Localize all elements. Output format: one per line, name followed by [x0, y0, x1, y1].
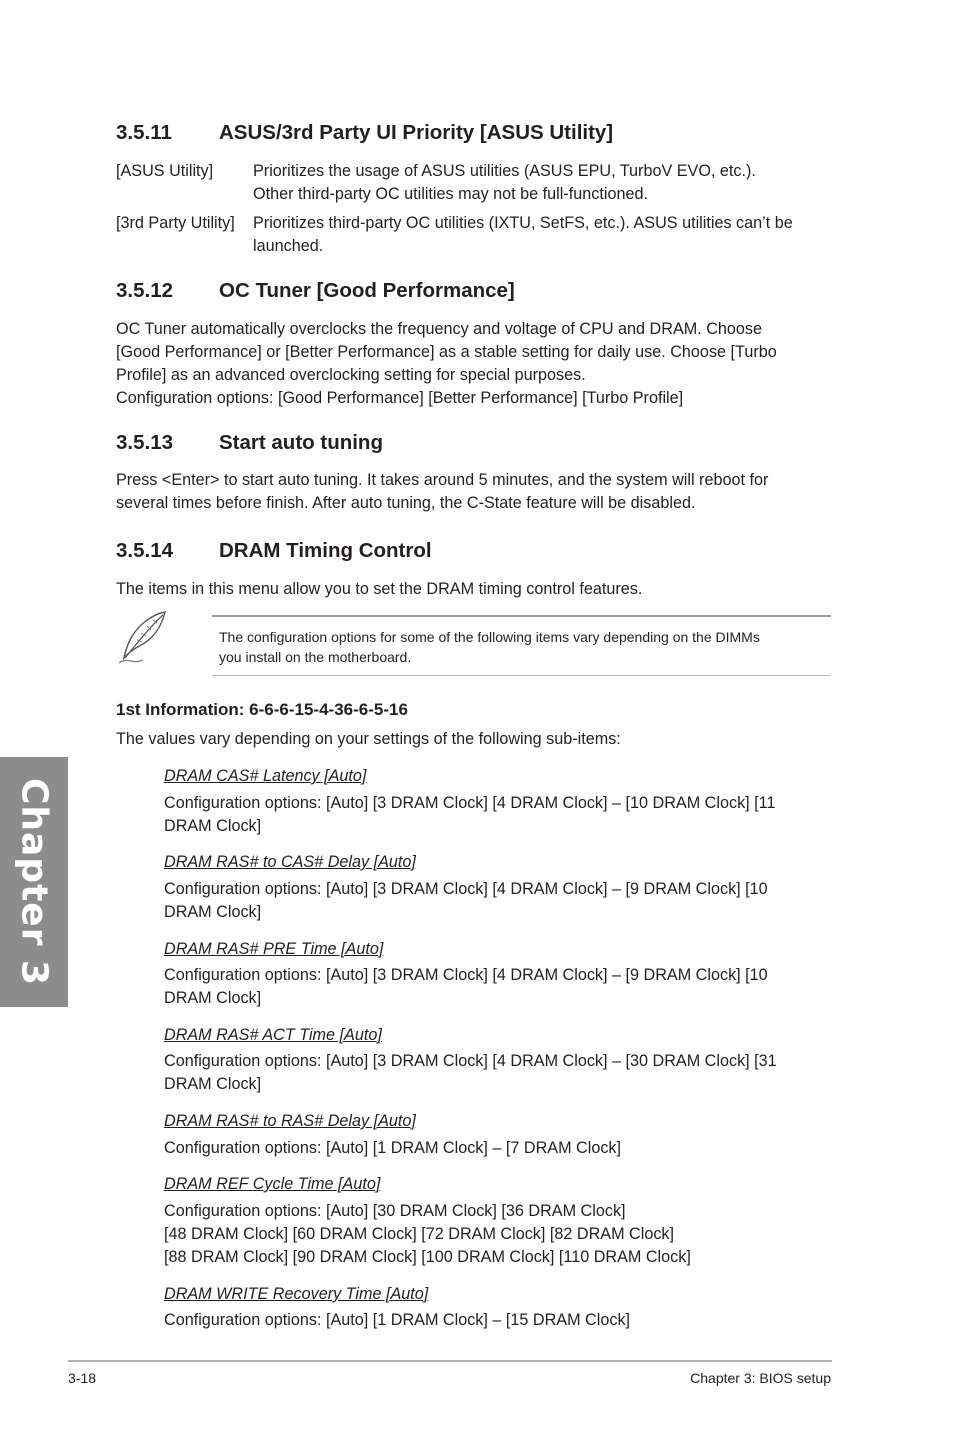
section-number: 3.5.11: [116, 121, 172, 144]
footer-rule: [68, 1360, 832, 1362]
subitem-title: DRAM REF Cycle Time [Auto]: [164, 1175, 381, 1193]
subitem-title: DRAM RAS# PRE Time [Auto]: [164, 940, 384, 958]
definition-line: Prioritizes third-party OC utilities (IXTU, SetFS, etc.). ASUS utilities can’t be: [253, 214, 793, 232]
definition-line: launched.: [253, 237, 324, 255]
subitem-line: Configuration options: [Auto] [3 DRAM Clock] [4 DRAM Clock] – [10 DRAM Clock] [11: [164, 794, 776, 812]
section-heading-3-5-12: [116, 279, 515, 303]
subitem-line: DRAM Clock]: [164, 817, 262, 835]
body-line: Press <Enter> to start auto tuning. It takes around 5 minutes, and the system will reboot for: [116, 471, 769, 489]
subitem-line: Configuration options: [Auto] [1 DRAM Clock] – [15 DRAM Clock]: [164, 1311, 631, 1329]
subitem-line: Configuration options: [Auto] [3 DRAM Clock] [4 DRAM Clock] – [9 DRAM Clock] [10: [164, 880, 768, 898]
body-line: Profile] as an advanced overclocking setting for special purposes.: [116, 366, 586, 384]
section-title: Start auto tuning: [219, 431, 383, 454]
definition-term: [ASUS Utility]: [116, 162, 214, 180]
section-number: 3.5.13: [116, 431, 173, 454]
subitem-line: Configuration options: [Auto] [3 DRAM Clock] [4 DRAM Clock] – [9 DRAM Clock] [10: [164, 966, 768, 984]
subitem-title: DRAM RAS# ACT Time [Auto]: [164, 1026, 382, 1044]
subitem-line: [88 DRAM Clock] [90 DRAM Clock] [100 DRAM Clock] [110 DRAM Clock]: [164, 1248, 691, 1266]
definition-line: Prioritizes the usage of ASUS utilities (ASUS EPU, TurboV EVO, etc.).: [253, 162, 756, 180]
note-bottom-rule: [212, 675, 831, 676]
subitem-line: Configuration options: [Auto] [30 DRAM Clock] [36 DRAM Clock]: [164, 1202, 626, 1220]
note-line: The configuration options for some of the following items vary depending on the DIMMs: [219, 629, 760, 645]
section-heading-3-5-13: [116, 431, 383, 455]
body-line: The items in this menu allow you to set the DRAM timing control features.: [116, 580, 643, 598]
footer-chapter-title: Chapter 3: BIOS setup: [690, 1370, 831, 1386]
info-heading: 1st Information: 6-6-6-15-4-36-6-5-16: [116, 700, 408, 719]
definition-term: [3rd Party Utility]: [116, 214, 235, 232]
subitem-line: Configuration options: [Auto] [3 DRAM Clock] [4 DRAM Clock] – [30 DRAM Clock] [31: [164, 1052, 777, 1070]
section-title: DRAM Timing Control: [219, 539, 432, 562]
note-line: you install on the motherboard.: [219, 649, 412, 665]
subitem-title: DRAM WRITE Recovery Time [Auto]: [164, 1285, 429, 1303]
feather-pen-icon: [113, 608, 173, 666]
section-title: OC Tuner [Good Performance]: [219, 279, 515, 302]
subitem-line: DRAM Clock]: [164, 989, 262, 1007]
subitem-line: [48 DRAM Clock] [60 DRAM Clock] [72 DRAM Clock] [82 DRAM Clock]: [164, 1225, 675, 1243]
subitem-line: DRAM Clock]: [164, 903, 262, 921]
definition-line: Other third-party OC utilities may not be full-functioned.: [253, 185, 648, 203]
chapter-side-tab-label: Chapter 3: [13, 777, 55, 987]
section-heading-3-5-14: [116, 539, 432, 563]
subitem-title: DRAM RAS# to RAS# Delay [Auto]: [164, 1112, 416, 1130]
section-title: ASUS/3rd Party UI Priority [ASUS Utility]: [219, 121, 614, 144]
body-line: [Good Performance] or [Better Performance] as a stable setting for daily use. Choose [Turbo: [116, 343, 777, 361]
info-text: The values vary depending on your settings of the following sub-items:: [116, 730, 621, 748]
section-heading-3-5-11: [116, 121, 613, 145]
subitem-line: DRAM Clock]: [164, 1075, 262, 1093]
subitem-line: Configuration options: [Auto] [1 DRAM Clock] – [7 DRAM Clock]: [164, 1139, 622, 1157]
body-line: Configuration options: [Good Performance] [Better Performance] [Turbo Profile]: [116, 389, 684, 407]
section-number: 3.5.12: [116, 279, 173, 302]
body-line: several times before finish. After auto tuning, the C-State feature will be disabled.: [116, 494, 696, 512]
footer-page-number: 3-18: [68, 1370, 97, 1386]
subitem-title: DRAM RAS# to CAS# Delay [Auto]: [164, 853, 416, 871]
body-line: OC Tuner automatically overclocks the frequency and voltage of CPU and DRAM. Choose: [116, 320, 763, 338]
section-number: 3.5.14: [116, 539, 173, 562]
subitem-title: DRAM CAS# Latency [Auto]: [164, 767, 367, 785]
note-top-rule: [212, 615, 831, 617]
